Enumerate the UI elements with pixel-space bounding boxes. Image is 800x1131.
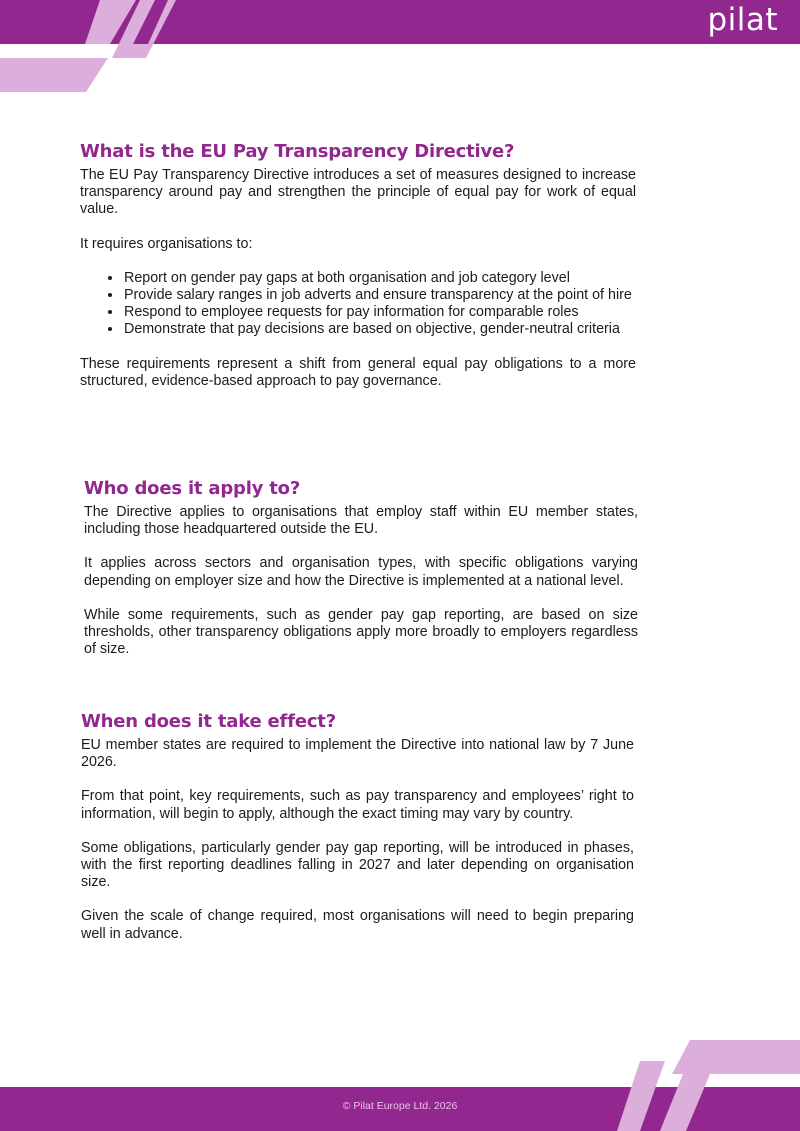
paragraph: EU member states are required to implement the Directive into national law by 7 June 2026.: [81, 737, 634, 771]
section-heading: Who does it apply to?: [84, 478, 301, 499]
paragraph: Given the scale of change required, most organisations will need to begin preparing well in advance.: [81, 908, 634, 942]
copyright-text: © Pilat Europe Ltd. 2026: [342, 1100, 458, 1112]
section-heading: What is the EU Pay Transparency Directive?: [80, 141, 515, 162]
paragraph: Some obligations, particularly gender pay gap reporting, will be introduced in phases, with the first reporting deadlines falling in 2027 and later depending on organisation size.: [81, 839, 634, 891]
paragraph: While some requirements, such as gender pay gap reporting, are based on size thresholds, other transparency obligations apply more broadly to employers regardless of size.: [84, 606, 638, 658]
paragraph: From that point, key requirements, such as pay transparency and employees’ right to information, will begin to apply, although the exact timing may vary by country.: [81, 788, 634, 822]
paragraph: The EU Pay Transparency Directive introduces a set of measures designed to increase transparency around pay and strengthen the principle of equal pay for work of equal value.: [80, 167, 636, 218]
footer-decoration: [0, 1040, 800, 1131]
section-who-applies: [84, 478, 638, 675]
section-what-is: [80, 141, 636, 407]
list-item: • Respond to employee requests for pay information for comparable roles: [123, 304, 636, 321]
section-when-effect: [81, 711, 634, 960]
list-item: • Provide salary ranges in job adverts and ensure transparency at the point of hire: [123, 287, 636, 304]
paragraph: The Directive applies to organisations that employ staff within EU member states, including those headquartered outside the EU.: [84, 504, 638, 538]
list-item: • Demonstrate that pay decisions are based on objective, gender-neutral criteria: [123, 321, 636, 338]
paragraph: It applies across sectors and organisation types, with specific obligations varying depending on employer size and how the Directive is implemented at a national level.: [84, 555, 638, 589]
paragraph: It requires organisations to:: [80, 235, 253, 252]
paragraph: These requirements represent a shift from general equal pay obligations to a more structured, evidence-based approach to pay governance.: [80, 355, 636, 389]
section-heading: When does it take effect?: [81, 711, 336, 732]
header-decoration: [0, 0, 200, 92]
list-item: • Report on gender pay gaps at both organisation and job category level: [123, 270, 636, 287]
pilat-logo: pilat: [707, 2, 778, 38]
requirements-list: [80, 270, 636, 339]
